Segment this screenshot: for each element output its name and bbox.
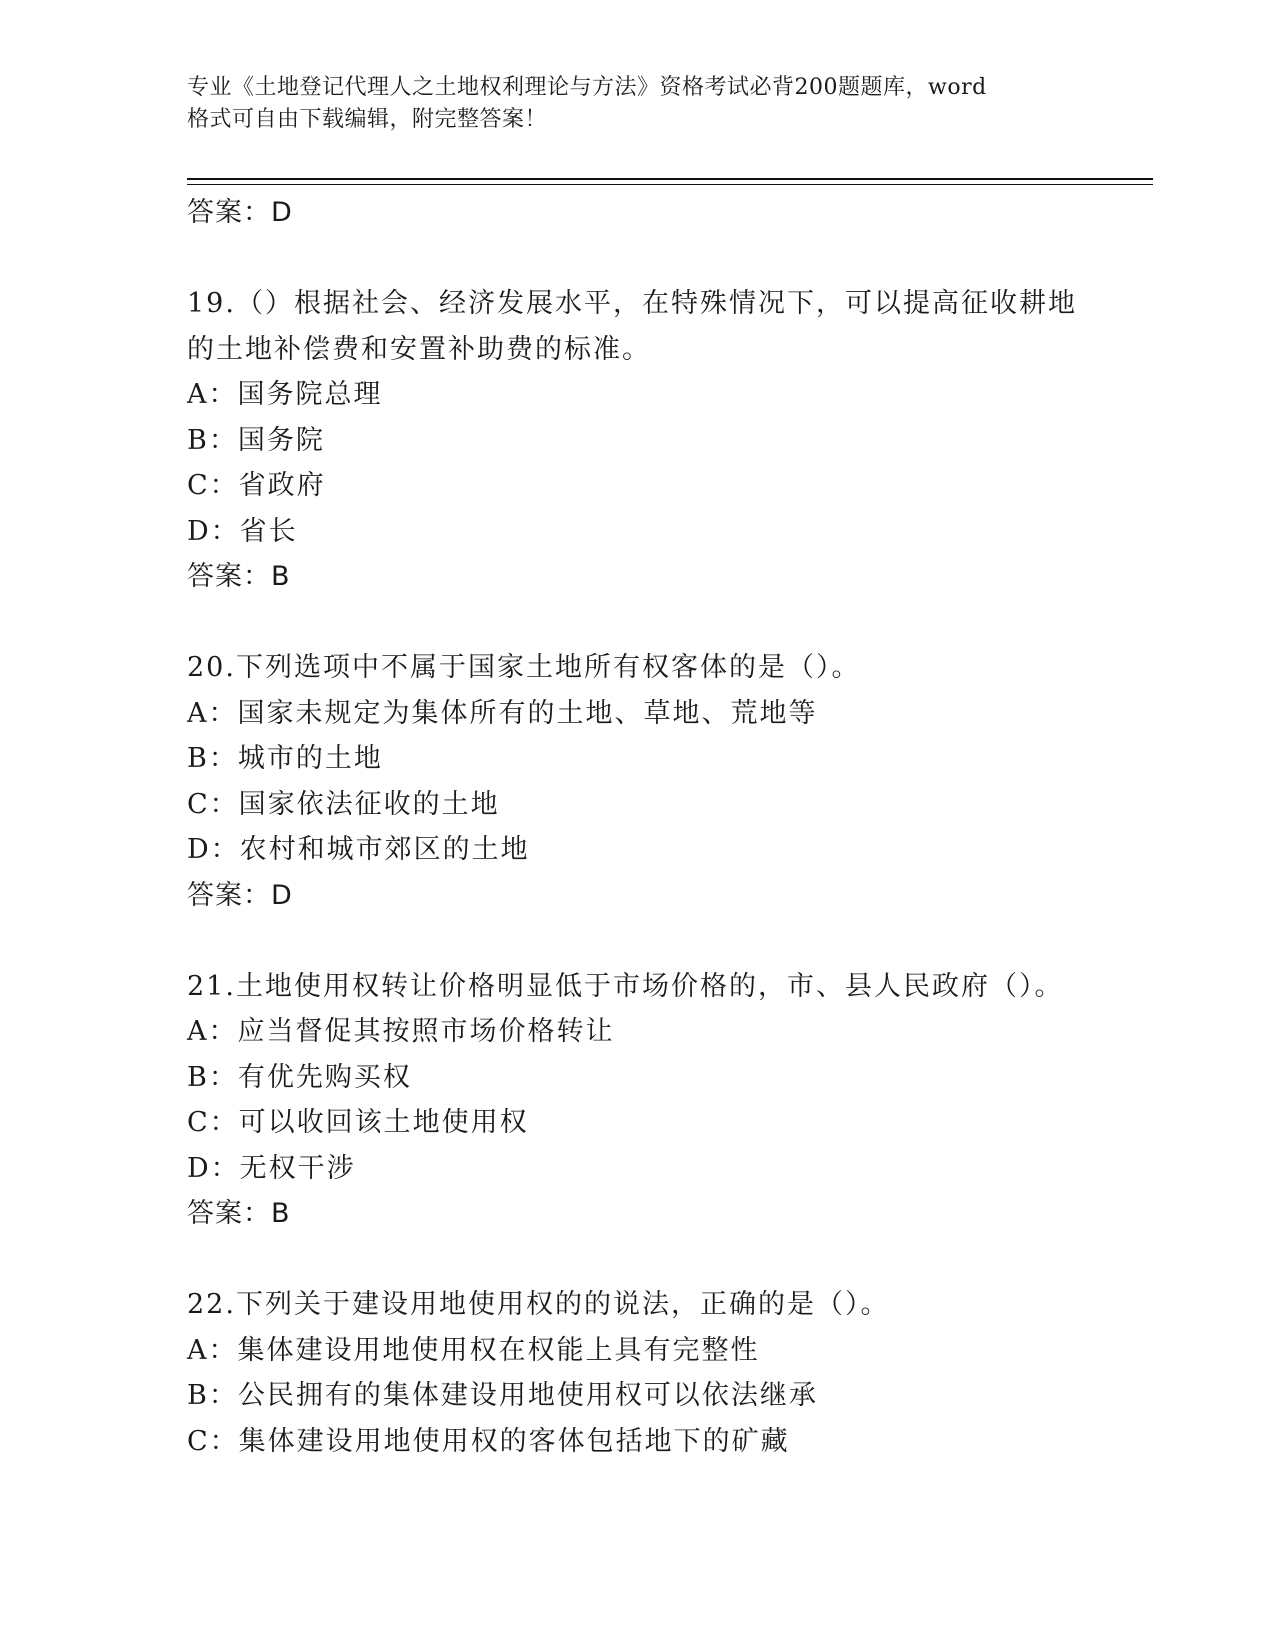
option-c: C：国家依法征收的土地 (187, 788, 500, 820)
question-stem: 22.下列关于建设用地使用权的的说法，正确的是（）。 (187, 1289, 890, 1320)
option-a: A：集体建设用地使用权在权能上具有完整性 (187, 1334, 760, 1366)
answer-line: 答案：D (187, 879, 293, 911)
spacer (187, 1237, 1087, 1283)
option-b: B：公民拥有的集体建设用地使用权可以依法继承 (187, 1380, 818, 1411)
question-stem-continued: 的土地补偿费和安置补助费的标准。 (187, 333, 651, 365)
option-b: B：国务院 (187, 424, 325, 456)
question-21 (187, 964, 1087, 1237)
header-rule-thin (187, 184, 1153, 185)
header-line-2: 格式可自由下载编辑，附完整答案！ (187, 107, 548, 132)
answer-line: 答案：D (187, 197, 293, 228)
spacer (187, 236, 1087, 282)
option-b: B：城市的土地 (187, 743, 383, 774)
header-rule-thick (187, 178, 1153, 180)
spacer (187, 600, 1087, 646)
question-list (187, 190, 1087, 1464)
answer-line: 答案：B (187, 561, 291, 592)
option-a: A：应当督促其按照市场价格转让 (187, 1016, 615, 1047)
document-header (187, 72, 1087, 136)
answer-line: 答案：B (187, 1198, 291, 1229)
option-c: C：省政府 (187, 470, 326, 501)
option-a: A：国务院总理 (187, 379, 383, 410)
question-stem: 19.（）根据社会、经济发展水平，在特殊情况下，可以提高征收耕地 (187, 288, 1077, 319)
question-19 (187, 281, 1087, 600)
question-20 (187, 645, 1087, 918)
question-stem: 20.下列选项中不属于国家土地所有权客体的是（）。 (187, 652, 861, 683)
option-a: A：国家未规定为集体所有的土地、草地、荒地等 (187, 697, 818, 729)
option-b: B：有优先购买权 (187, 1061, 412, 1093)
option-c: C：可以收回该土地使用权 (187, 1107, 529, 1138)
option-d: D：农村和城市郊区的土地 (187, 834, 530, 865)
option-c: C：集体建设用地使用权的客体包括地下的矿藏 (187, 1425, 790, 1457)
option-d: D：省长 (187, 515, 298, 547)
header-line-1: 专业《土地登记代理人之土地权利理论与方法》资格考试必背200题题库，word (187, 75, 987, 100)
question-stem: 21.土地使用权转让价格明显低于市场价格的，市、县人民政府（）。 (187, 970, 1064, 1002)
spacer (187, 918, 1087, 964)
option-d: D：无权干涉 (187, 1152, 356, 1184)
question-22 (187, 1282, 1087, 1464)
